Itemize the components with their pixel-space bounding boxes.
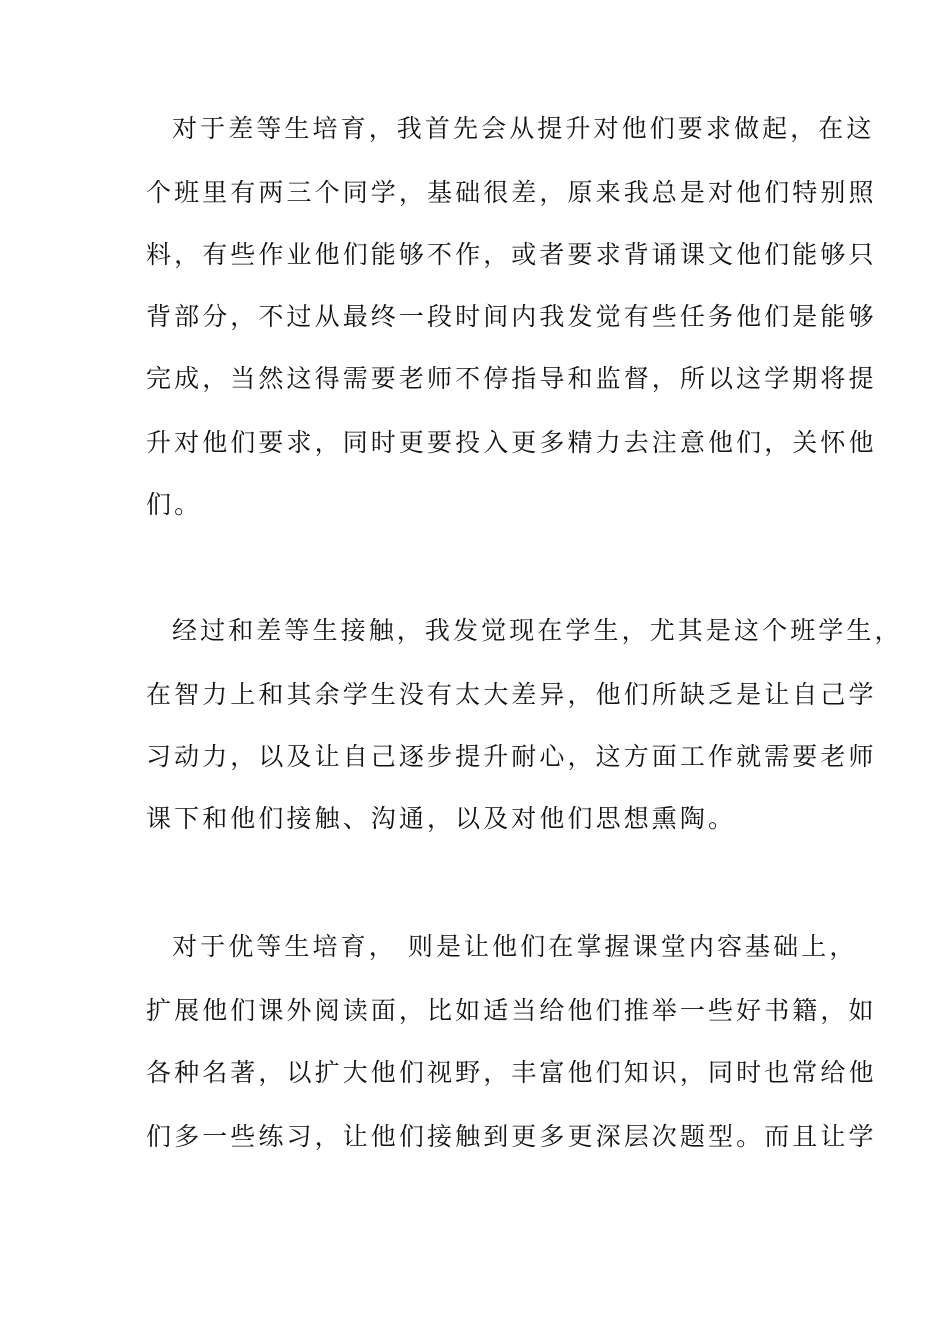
paragraph-line: 经过和差等生接触，我发觉现在学生，尤其是这个班学生， [172, 616, 903, 645]
paragraph-line: 对于差等生培育，我首先会从提升对他们要求做起，在这 [172, 114, 875, 143]
paragraph-line: 对于优等生培育， 则是让他们在掌握课堂内容基础上， [172, 932, 858, 961]
paragraph-line: 各种名著，以扩大他们视野，丰富他们知识，同时也常给他 [146, 1058, 877, 1087]
paragraph-line: 扩展他们课外阅读面，比如适当给他们推举一些好书籍，如 [146, 996, 877, 1025]
paragraph-line: 们多一些练习，让他们接触到更多更深层次题型。而且让学 [146, 1122, 877, 1151]
paragraph-line: 完成，当然这得需要老师不停指导和监督，所以这学期将提 [146, 364, 877, 393]
paragraph-line: 在智力上和其余学生没有太大差异，他们所缺乏是让自己学 [146, 680, 877, 709]
paragraph-line: 料，有些作业他们能够不作，或者要求背诵课文他们能够只 [146, 240, 877, 269]
paragraph-line: 课下和他们接触、沟通，以及对他们思想熏陶。 [146, 804, 737, 833]
paragraph-line: 升对他们要求，同时更要投入更多精力去注意他们，关怀他 [146, 428, 877, 457]
paragraph-line: 们。 [146, 490, 203, 519]
paragraph-line: 个班里有两三个同学，基础很差，原来我总是对他们特别照 [146, 178, 877, 207]
paragraph-line: 背部分，不过从最终一段时间内我发觉有些任务他们是能够 [146, 302, 877, 331]
paragraph-line: 习动力，以及让自己逐步提升耐心，这方面工作就需要老师 [146, 742, 877, 771]
